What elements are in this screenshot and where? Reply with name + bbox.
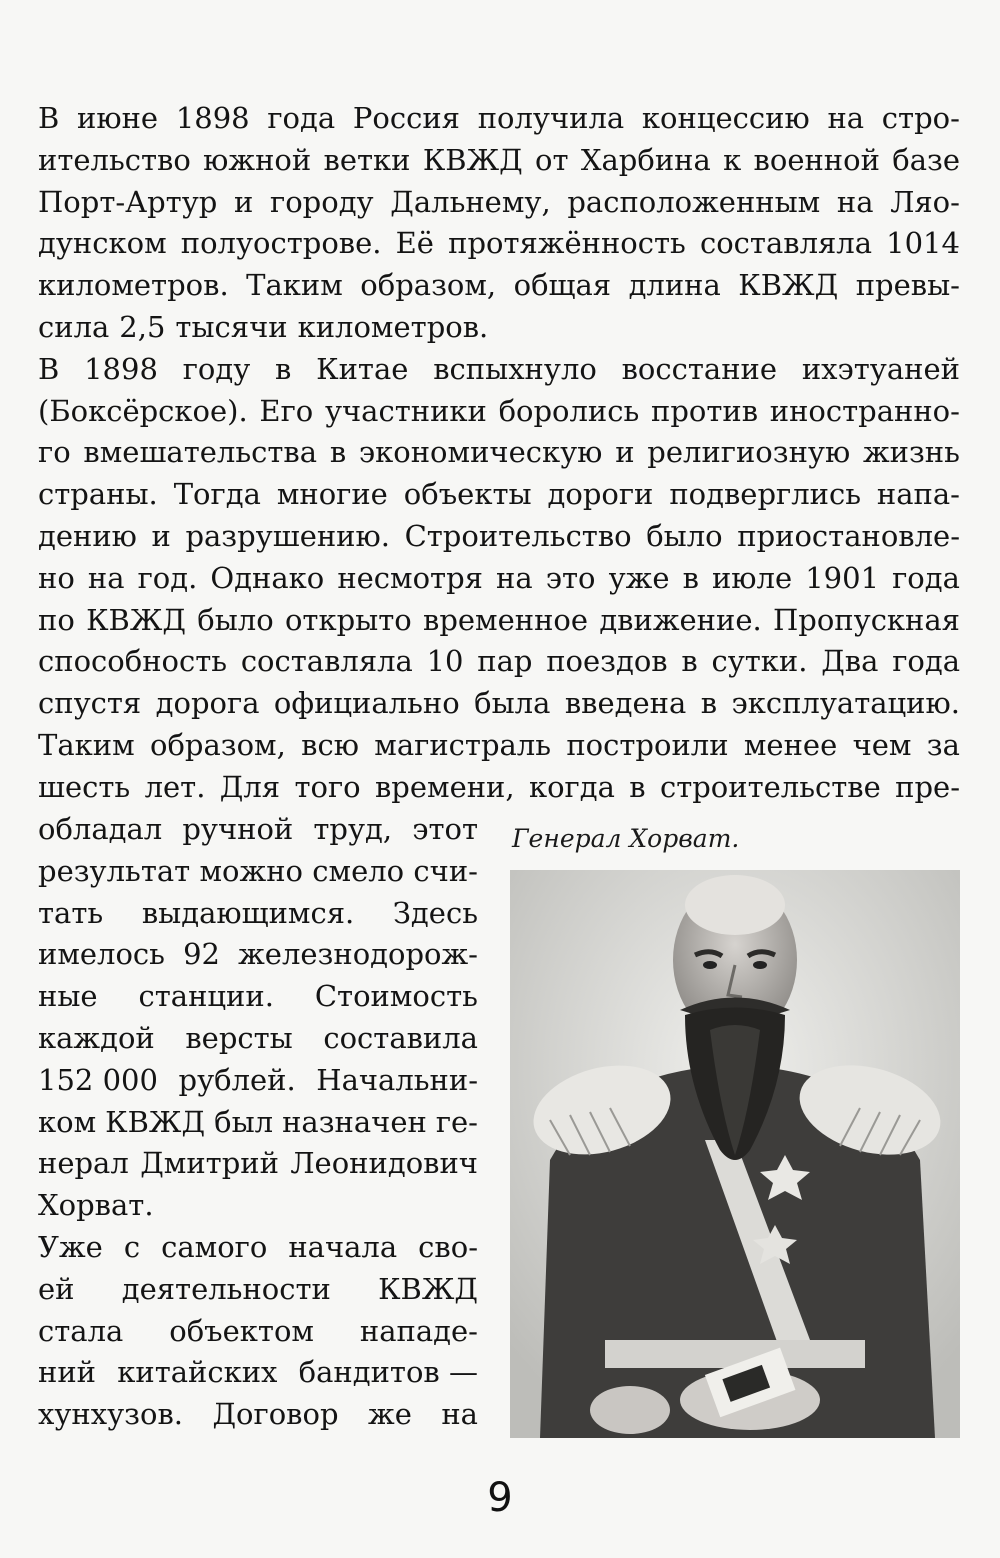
word: сутки. [711, 644, 808, 679]
word: к [723, 142, 742, 177]
word: Таким [246, 268, 343, 303]
word: образом, [360, 268, 497, 303]
word: городу [270, 184, 374, 219]
word: построили [566, 727, 729, 762]
word: участники [324, 393, 487, 428]
word: но [38, 560, 75, 595]
word: военной [753, 142, 880, 177]
word: ей [38, 1271, 75, 1306]
word: на [836, 184, 874, 219]
word: году [182, 351, 251, 386]
word: ге- [435, 1104, 478, 1139]
word: китайских [117, 1355, 278, 1390]
word: самого [161, 1229, 268, 1264]
text-line [38, 1311, 478, 1353]
word: бандитов — [298, 1355, 478, 1390]
word: поездов [546, 644, 668, 679]
word: нерал [38, 1146, 129, 1181]
word: Для [219, 769, 281, 804]
word: вспыхнуло [433, 351, 597, 386]
word: тать [38, 895, 104, 930]
text-line [38, 600, 960, 642]
text-line [38, 265, 960, 307]
word: всю [301, 727, 359, 762]
word: Пропускная [772, 602, 960, 637]
word: Её [395, 226, 434, 261]
text-line [38, 1185, 478, 1227]
word: сила [38, 309, 110, 344]
word: 1901 [805, 560, 880, 595]
text-line [38, 1394, 478, 1436]
text-line [38, 1102, 478, 1144]
word: года [892, 560, 960, 595]
word: напа- [876, 477, 960, 512]
word: Однако [210, 560, 325, 595]
text-line [38, 558, 960, 600]
text-line [38, 98, 960, 140]
word: полуострове. [180, 226, 382, 261]
text-line [38, 1018, 478, 1060]
word: на [496, 560, 533, 595]
word: лет. [144, 769, 206, 804]
word: уже [608, 560, 670, 595]
text-line [38, 307, 960, 349]
word: назначен [282, 1104, 427, 1139]
word: 92 [183, 937, 220, 972]
text-line [38, 1143, 478, 1185]
word: строительстве [659, 769, 881, 804]
word: было [197, 602, 274, 637]
word: движение. [599, 602, 762, 637]
word: Договор [212, 1397, 339, 1432]
word: счи- [413, 853, 478, 888]
word: дунском [38, 226, 167, 261]
word: обладал [38, 812, 163, 846]
word: в [275, 351, 292, 386]
word: ком [38, 1104, 97, 1139]
full-width-text [38, 98, 960, 809]
text-line [38, 432, 960, 474]
word: составила [323, 1020, 478, 1055]
text-line [38, 893, 478, 935]
text-line [38, 1269, 478, 1311]
text-line [38, 641, 960, 683]
word: КВЖД [105, 1104, 206, 1139]
word: Китае [316, 351, 409, 386]
word: и [234, 184, 254, 219]
word: железнодорож- [238, 937, 478, 972]
word: страны. [38, 477, 158, 512]
text-line [38, 851, 478, 893]
word: Хорват. [38, 1188, 154, 1223]
word: спустя [38, 686, 142, 721]
text-line [38, 809, 478, 851]
word: общая [513, 268, 612, 303]
word: Начальни- [316, 1062, 478, 1097]
word: Таким [38, 727, 135, 762]
word: В [38, 101, 60, 135]
text-line [38, 223, 960, 265]
word: Его [259, 393, 314, 428]
word: того [294, 769, 361, 804]
word: ветки [323, 142, 411, 177]
word: нападе- [359, 1313, 478, 1348]
text-line [38, 391, 960, 433]
word: Строительство [404, 518, 632, 553]
word: на [827, 101, 865, 135]
word: выдающимся. [141, 895, 355, 930]
word: официально [273, 686, 460, 721]
word: деятельности [121, 1271, 331, 1306]
word: на [87, 560, 125, 595]
text-line [38, 683, 960, 725]
text-line [38, 1227, 478, 1269]
word: вмешательства [83, 435, 318, 470]
word: подверглись [669, 477, 861, 512]
word: объектом [169, 1313, 314, 1348]
word: дорога [155, 686, 260, 721]
word: результат [38, 853, 191, 888]
word: превы- [855, 268, 960, 303]
word: когда [528, 769, 615, 804]
word: каждой [38, 1020, 155, 1055]
word: боролись [498, 393, 640, 428]
word: 10 [426, 644, 464, 679]
word: тысячи [175, 309, 288, 344]
word: Порт-Артур [38, 184, 218, 219]
word: было [646, 518, 723, 553]
portrait-photo [510, 870, 960, 1438]
word: этот [412, 812, 478, 846]
word: разрушению. [185, 518, 390, 553]
word: в [682, 560, 699, 595]
word: В [38, 351, 60, 386]
word: объекты [403, 477, 532, 512]
word: в [629, 769, 646, 804]
text-line [38, 767, 960, 809]
word: Ляо- [890, 184, 960, 219]
word: в [681, 644, 698, 679]
word: Дмитрий [140, 1146, 279, 1181]
word: образом, [149, 727, 286, 762]
word: 1898 [84, 351, 158, 386]
word: жизнь [862, 435, 960, 470]
word: в [700, 686, 718, 721]
word: 2,5 [119, 309, 166, 344]
word: станции. [138, 979, 274, 1014]
word: сво- [418, 1229, 478, 1264]
word: экономическую [358, 435, 603, 470]
text-line [38, 1352, 478, 1394]
word: года [892, 644, 960, 679]
word: 152 000 [38, 1062, 158, 1097]
word: рублей. [178, 1062, 296, 1097]
word: КВЖД [86, 602, 186, 637]
word: была [474, 686, 551, 721]
word: ручной [182, 812, 294, 846]
word: магистраль [374, 727, 552, 762]
word: 1898 [175, 101, 250, 135]
word: километров. [297, 309, 489, 344]
word: июне [77, 101, 159, 135]
word: времени, [374, 769, 515, 804]
word: июле [711, 560, 793, 595]
word: временное [423, 602, 589, 637]
word: религиозную [647, 435, 851, 470]
text-line [38, 182, 960, 224]
word: шесть [38, 769, 131, 804]
text-line [38, 1060, 478, 1102]
word: Уже [38, 1229, 103, 1264]
word: КВЖД [378, 1271, 478, 1306]
word: чем [852, 727, 912, 762]
word: против [651, 393, 759, 428]
word: 1014 [886, 226, 960, 261]
word: и [151, 518, 171, 553]
word: километров. [38, 268, 229, 303]
photo-caption: Генерал Хорват. [512, 824, 740, 853]
text-line [38, 976, 478, 1018]
text-line [38, 516, 960, 558]
word: смело [312, 853, 405, 888]
word: пре- [895, 769, 960, 804]
word: КВЖД [422, 142, 523, 177]
word: составляла [699, 226, 873, 261]
word: получила [477, 101, 625, 135]
word: можно [199, 853, 303, 888]
word: Дальнему, [390, 184, 551, 219]
page-number: 9 [487, 1475, 513, 1521]
word: был [214, 1104, 274, 1139]
word: концессию [641, 101, 810, 135]
word: дороги [547, 477, 654, 512]
word: Тогда [173, 477, 261, 512]
word: дению [38, 518, 137, 553]
word: хунхузов. [38, 1397, 183, 1432]
word: имелось [38, 937, 165, 972]
word: года [267, 101, 336, 135]
text-line [38, 725, 960, 767]
word: Два [821, 644, 879, 679]
word: Леонидович [290, 1146, 478, 1181]
word: го [38, 435, 71, 470]
word: Россия [352, 101, 460, 135]
word: несмотря [337, 560, 483, 595]
word: ний [38, 1355, 96, 1390]
word: базе [892, 142, 960, 177]
word: КВЖД [738, 268, 839, 303]
word: длина [628, 268, 721, 303]
word: южной [203, 142, 312, 177]
word: за [926, 727, 960, 762]
word: многие [276, 477, 388, 512]
word: на [441, 1397, 478, 1432]
text-line [38, 474, 960, 516]
word: пар [477, 644, 533, 679]
text-line [38, 349, 960, 391]
text-line [38, 140, 960, 182]
word: по [38, 602, 75, 637]
word: ные [38, 979, 98, 1014]
word: Харбина [580, 142, 711, 177]
word: год. [137, 560, 198, 595]
word: расположенным [567, 184, 821, 219]
word: от [535, 142, 569, 177]
text-line [38, 934, 478, 976]
word: ительство [38, 142, 191, 177]
word: приостановле- [737, 518, 960, 553]
word: ихэтуаней [801, 351, 960, 386]
word: с [123, 1229, 141, 1264]
word: в [329, 435, 347, 470]
word: эксплуатацию. [731, 686, 960, 721]
word: менее [743, 727, 838, 762]
word: версты [185, 1020, 293, 1055]
word: стала [38, 1313, 124, 1348]
left-column-text [38, 809, 478, 1436]
word: способность [38, 644, 228, 679]
word: составляла [240, 644, 413, 679]
word: восстание [621, 351, 778, 386]
word: это [545, 560, 596, 595]
word: открыто [284, 602, 412, 637]
word: протяжённость [448, 226, 686, 261]
word: Здесь [392, 895, 478, 930]
word: начала [288, 1229, 398, 1264]
word: и [615, 435, 635, 470]
word: стро- [881, 101, 960, 135]
word: же [368, 1397, 412, 1432]
word: введена [564, 686, 687, 721]
word: иностранно- [769, 393, 960, 428]
word: (Боксёрское). [38, 393, 248, 428]
word: Стоимость [314, 979, 478, 1014]
word: труд, [313, 812, 393, 846]
